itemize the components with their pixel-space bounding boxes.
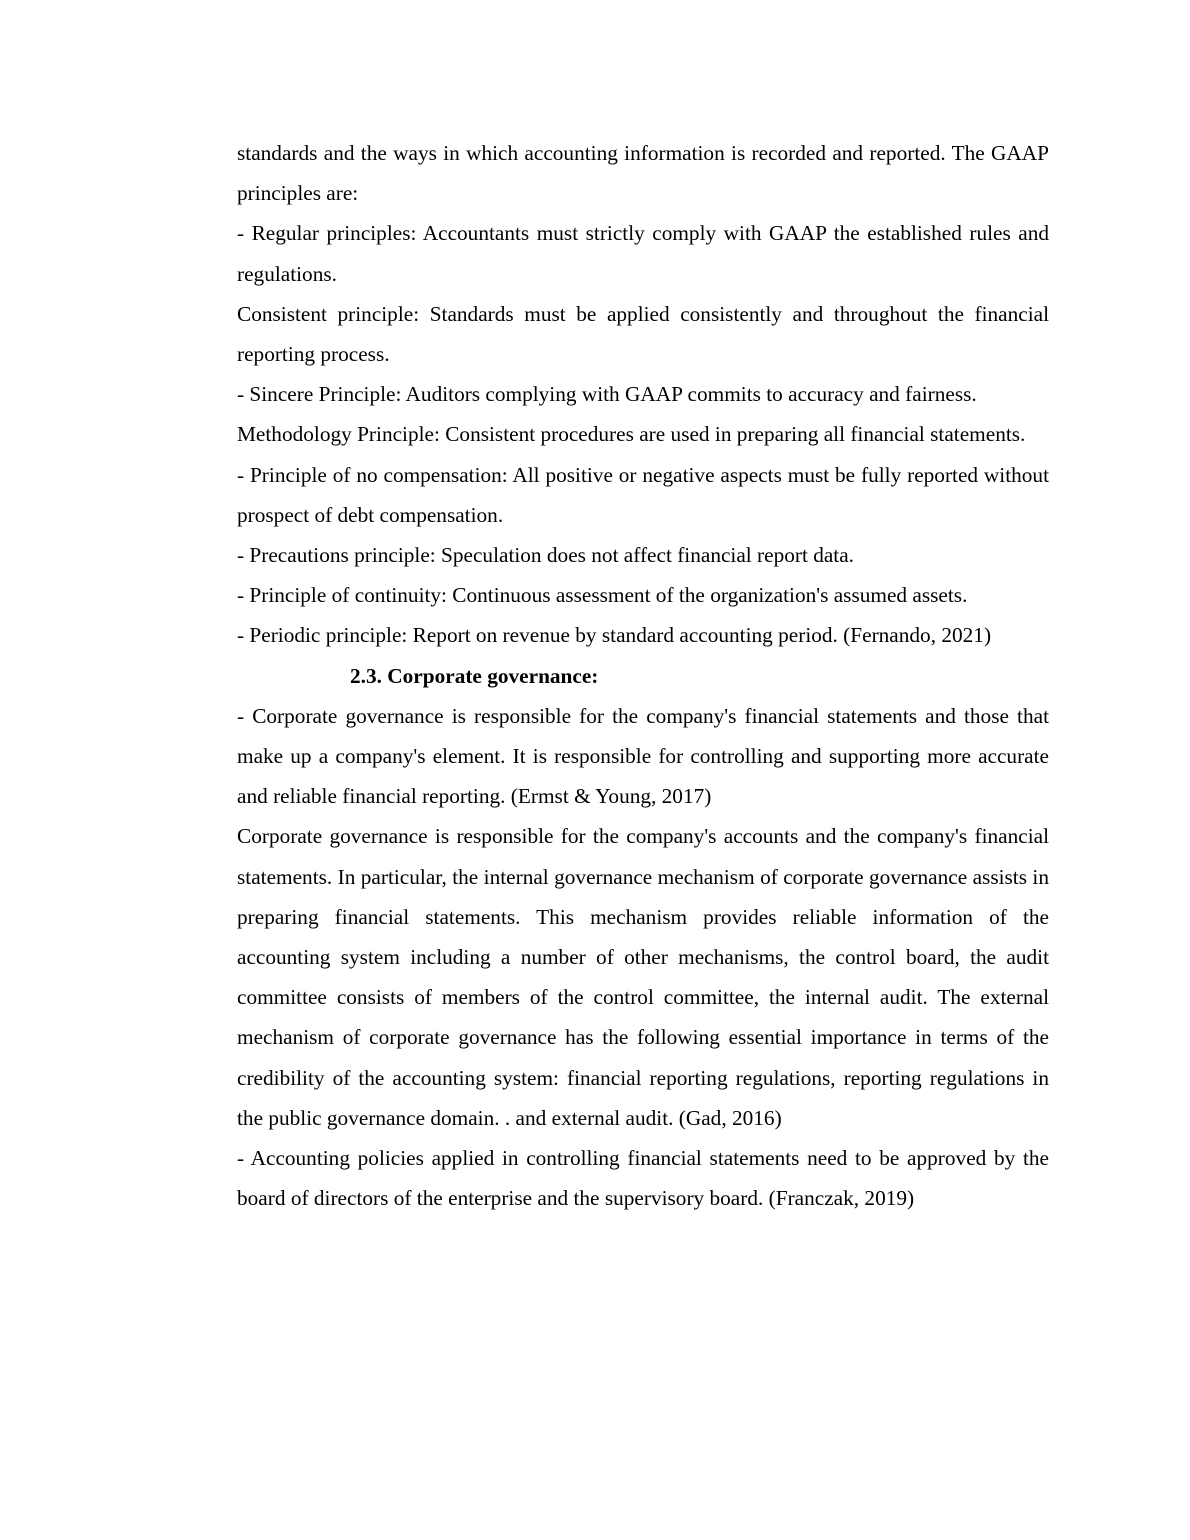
document-body bbox=[237, 133, 1049, 1218]
paragraph-periodic-principle: - Periodic principle: Report on revenue by standard accounting period. (Fernando, 2021) bbox=[237, 623, 992, 648]
paragraph-methodology-principle: Methodology Principle: Consistent procedures are used in preparing all financial statements. bbox=[237, 422, 1026, 447]
paragraph-regular-principles: - Regular principles: Accountants must strictly comply with GAAP the established rules and regulations. bbox=[237, 221, 1049, 286]
paragraph-governance-responsibility: - Corporate governance is responsible for the company's financial statements and those that make up a company's element. It is responsible for controlling and supporting more accurate and reliable financial reporting. (Ermst & Young, 2017) bbox=[237, 703, 1049, 809]
paragraph-precautions-principle: - Precautions principle: Speculation does not affect financial report data. bbox=[237, 543, 854, 568]
paragraph-no-compensation: - Principle of no compensation: All positive or negative aspects must be fully reported without prospect of debt compensation. bbox=[237, 462, 1049, 527]
paragraph-accounting-policies: - Accounting policies applied in controlling financial statements need to be approved by the board of directors of the enterprise and the supervisory board. (Franczak, 2019) bbox=[237, 1146, 1049, 1211]
paragraph-sincere-principle: - Sincere Principle: Auditors complying with GAAP commits to accuracy and fairness. bbox=[237, 382, 977, 407]
paragraph-governance-mechanisms: Corporate governance is responsible for the company's accounts and the company's financial statements. In particular, the internal governance mechanism of corporate governance assists in preparing financial statements. This mechanism provides reliable information of the accounting system including a number of other mechanisms, the control board, the audit committee consists of members of the control committee, the internal audit. The external mechanism of corporate governance has the following essential importance in terms of the credibility of the accounting system: financial reporting regulations, reporting regulations in the public governance domain. . and external audit. (Gad, 2016) bbox=[237, 824, 1049, 1130]
section-heading: 2.3. Corporate governance: bbox=[350, 663, 599, 688]
paragraph-gaap-intro: standards and the ways in which accounting information is recorded and reported. The GAAP principles are: bbox=[237, 141, 1049, 206]
paragraph-consistent-principle: Consistent principle: Standards must be applied consistently and throughout the financial reporting process. bbox=[237, 301, 1049, 367]
paragraph-continuity-principle: - Principle of continuity: Continuous assessment of the organization's assumed assets. bbox=[237, 583, 968, 608]
